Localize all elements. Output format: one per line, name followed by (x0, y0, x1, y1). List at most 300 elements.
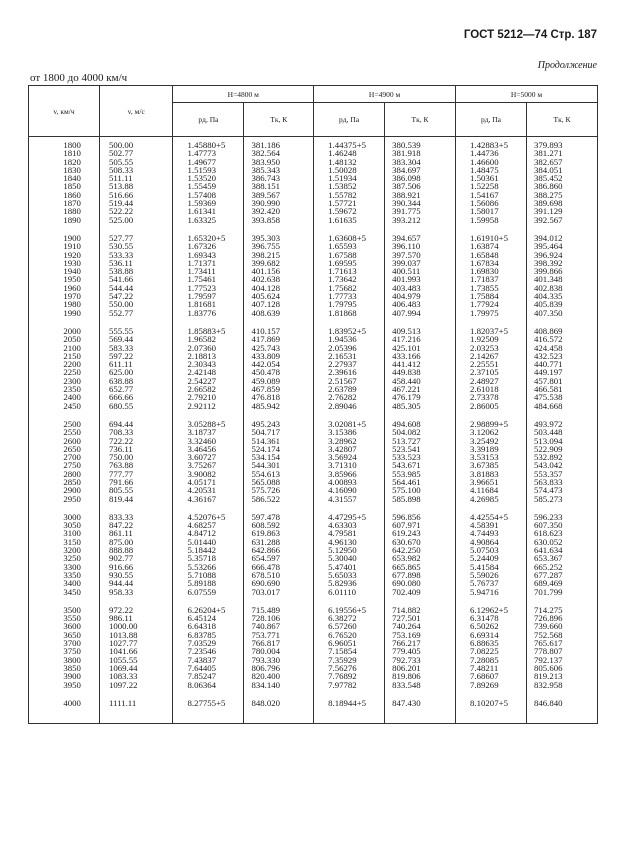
cell-pressure-h2: 1.79795 (314, 300, 385, 308)
cell-pressure-h1: 2.07360 (173, 344, 244, 352)
cell-pressure-h3: 1.48475 (456, 166, 527, 174)
cell-pressure-h3: 1.61910+5 (456, 234, 527, 242)
cell-v-kmh: 2600 (29, 437, 100, 445)
cell-pressure-h2: 1.44375+5 (314, 137, 385, 150)
cell-pressure-h1: 3.32460 (173, 437, 244, 445)
cell-v-kmh: 2700 (29, 453, 100, 461)
cell-temp-h1: 398.215 (244, 251, 314, 259)
cell-v-kmh: 3400 (29, 579, 100, 587)
cell-temp-h2: 387.506 (385, 182, 456, 190)
cell-temp-h1: 654.597 (244, 554, 314, 562)
cell-pressure-h1: 5.18442 (173, 546, 244, 554)
cell-v-kmh: 3250 (29, 554, 100, 562)
cell-temp-h1: 408.639 (244, 309, 314, 317)
cell-temp-h1: 404.128 (244, 284, 314, 292)
cell-temp-h2: 403.483 (385, 284, 456, 292)
cell-temp-h1: 433.809 (244, 352, 314, 360)
cell-v-kmh: 2250 (29, 368, 100, 376)
cell-v-ms: 930.55 (99, 571, 173, 579)
cell-v-kmh: 3500 (29, 606, 100, 614)
cell-temp-h1: 401.156 (244, 267, 314, 275)
cell-temp-h2: 753.169 (385, 631, 456, 639)
cell-pressure-h2: 4.63303 (314, 521, 385, 529)
cell-pressure-h1: 1.53520 (173, 174, 244, 182)
cell-temp-h2: 485.305 (385, 402, 456, 410)
cell-pressure-h1: 7.03529 (173, 639, 244, 647)
cell-v-ms: 847.22 (99, 521, 173, 529)
cell-v-ms: 986.11 (99, 614, 173, 622)
cell-pressure-h3: 1.50361 (456, 174, 527, 182)
cell-pressure-h2: 3.71310 (314, 461, 385, 469)
cell-temp-h2: 714.882 (385, 606, 456, 614)
cell-v-kmh: 3800 (29, 656, 100, 664)
cell-temp-h1: 703.017 (244, 588, 314, 596)
cell-temp-h2: 553.985 (385, 470, 456, 478)
cell-v-ms: 502.77 (99, 149, 173, 157)
cell-temp-h3: 493.972 (526, 420, 597, 428)
cell-temp-h3: 396.924 (526, 251, 597, 259)
cell-v-ms: 550.00 (99, 300, 173, 308)
cell-v-ms: 538.88 (99, 267, 173, 275)
cell-temp-h3: 532.892 (526, 453, 597, 461)
cell-temp-h2: 847.430 (385, 699, 456, 724)
cell-temp-h2: 476.179 (385, 393, 456, 401)
cell-v-kmh: 2550 (29, 428, 100, 436)
cell-temp-h1: 396.755 (244, 242, 314, 250)
continuation-label: Продолжение (537, 60, 597, 71)
cell-pressure-h3: 4.90864 (456, 538, 527, 546)
cell-v-ms: 511.11 (99, 174, 173, 182)
cell-v-kmh: 1970 (29, 292, 100, 300)
cell-temp-h2: 425.101 (385, 344, 456, 352)
col-header-pressure: pд, Па (314, 103, 385, 137)
cell-v-ms: 541.66 (99, 275, 173, 283)
cell-pressure-h1: 6.45124 (173, 614, 244, 622)
cell-pressure-h3: 5.76737 (456, 579, 527, 587)
cell-temp-h3: 389.698 (526, 199, 597, 207)
cell-temp-h3: 714.275 (526, 606, 597, 614)
cell-v-kmh: 1880 (29, 207, 100, 215)
cell-temp-h3: 449.197 (526, 368, 597, 376)
cell-v-kmh: 2350 (29, 385, 100, 393)
cell-temp-h2: 504.082 (385, 428, 456, 436)
cell-temp-h3: 379.893 (526, 137, 597, 150)
cell-pressure-h2: 1.57721 (314, 199, 385, 207)
cell-v-kmh: 2750 (29, 461, 100, 469)
cell-temp-h3: 386.860 (526, 182, 597, 190)
cell-temp-h2: 792.733 (385, 656, 456, 664)
cell-pressure-h3: 6.69314 (456, 631, 527, 639)
cell-temp-h3: 819.213 (526, 672, 597, 680)
table-row (29, 216, 598, 224)
speed-range-label: от 1800 до 4000 км/ч (30, 72, 128, 84)
cell-pressure-h2: 5.65033 (314, 571, 385, 579)
cell-pressure-h1: 1.85883+5 (173, 327, 244, 335)
cell-temp-h1: 392.420 (244, 207, 314, 215)
cell-pressure-h2: 1.50028 (314, 166, 385, 174)
cell-temp-h1: 425.743 (244, 344, 314, 352)
cell-temp-h1: 405.624 (244, 292, 314, 300)
cell-temp-h3: 726.896 (526, 614, 597, 622)
cell-temp-h1: 753.771 (244, 631, 314, 639)
cell-v-kmh: 1890 (29, 216, 100, 224)
cell-temp-h3: 399.866 (526, 267, 597, 275)
cell-v-kmh: 1820 (29, 158, 100, 166)
cell-temp-h2: 391.775 (385, 207, 456, 215)
cell-pressure-h1: 3.90082 (173, 470, 244, 478)
cell-temp-h1: 642.866 (244, 546, 314, 554)
cell-v-kmh: 3950 (29, 681, 100, 689)
col-header-v-ms: v, м/с (99, 86, 173, 137)
cell-temp-h2: 380.539 (385, 137, 456, 150)
cell-pressure-h1: 4.36167 (173, 495, 244, 503)
cell-pressure-h3: 1.65848 (456, 251, 527, 259)
cell-pressure-h3: 7.08225 (456, 647, 527, 655)
cell-pressure-h1: 8.06364 (173, 681, 244, 689)
cell-pressure-h3: 3.25492 (456, 437, 527, 445)
cell-v-kmh: 1830 (29, 166, 100, 174)
cell-v-kmh: 3300 (29, 563, 100, 571)
cell-temp-h2: 386.098 (385, 174, 456, 182)
col-header-pressure: pд, Па (456, 103, 527, 137)
cell-temp-h2: 407.994 (385, 309, 456, 317)
cell-temp-h1: 410.157 (244, 327, 314, 335)
cell-pressure-h1: 1.47773 (173, 149, 244, 157)
cell-pressure-h2: 3.15386 (314, 428, 385, 436)
cell-v-ms: 750.00 (99, 453, 173, 461)
cell-pressure-h2: 7.76892 (314, 672, 385, 680)
cell-pressure-h3: 6.31478 (456, 614, 527, 622)
cell-v-ms: 861.11 (99, 529, 173, 537)
cell-pressure-h3: 1.75884 (456, 292, 527, 300)
cell-v-ms: 1027.77 (99, 639, 173, 647)
cell-v-ms: 708.33 (99, 428, 173, 436)
cell-temp-h1: 586.522 (244, 495, 314, 503)
cell-temp-h1: 467.859 (244, 385, 314, 393)
cell-temp-h3: 522.909 (526, 445, 597, 453)
cell-v-ms: 763.88 (99, 461, 173, 469)
cell-temp-h3: 563.833 (526, 478, 597, 486)
cell-pressure-h2: 2.39616 (314, 368, 385, 376)
table-row (29, 681, 598, 689)
col-header-temperature: Tк, К (244, 103, 314, 137)
cell-temp-h3: 394.012 (526, 234, 597, 242)
cell-v-ms: 522.22 (99, 207, 173, 215)
col-header-altitude-1: H=4800 м (173, 86, 314, 103)
cell-v-ms: 1013.88 (99, 631, 173, 639)
cell-temp-h1: 848.020 (244, 699, 314, 724)
cell-pressure-h3: 6.88635 (456, 639, 527, 647)
cell-pressure-h2: 7.35929 (314, 656, 385, 664)
cell-temp-h3: 832.958 (526, 681, 597, 689)
cell-temp-h2: 766.217 (385, 639, 456, 647)
cell-temp-h2: 690.080 (385, 579, 456, 587)
cell-pressure-h1: 5.89188 (173, 579, 244, 587)
cell-temp-h2: 383.304 (385, 158, 456, 166)
cell-temp-h3: 381.271 (526, 149, 597, 157)
cell-v-ms: 519.44 (99, 199, 173, 207)
cell-temp-h2: 585.898 (385, 495, 456, 503)
cell-temp-h3: 416.572 (526, 335, 597, 343)
cell-temp-h2: 433.166 (385, 352, 456, 360)
cell-pressure-h2: 1.51934 (314, 174, 385, 182)
cell-pressure-h2: 1.48132 (314, 158, 385, 166)
cell-pressure-h3: 1.63874 (456, 242, 527, 250)
cell-v-kmh: 1940 (29, 267, 100, 275)
cell-temp-h1: 619.863 (244, 529, 314, 537)
cell-pressure-h3: 4.11684 (456, 486, 527, 494)
cell-v-ms: 638.88 (99, 377, 173, 385)
cell-temp-h2: 806.201 (385, 664, 456, 672)
cell-temp-h2: 406.483 (385, 300, 456, 308)
cell-temp-h3: 440.771 (526, 360, 597, 368)
cell-temp-h2: 523.541 (385, 445, 456, 453)
atmosphere-table (28, 85, 598, 724)
cell-v-kmh: 2300 (29, 377, 100, 385)
cell-v-kmh: 1980 (29, 300, 100, 308)
table-body (29, 137, 598, 724)
cell-v-ms: 625.00 (99, 368, 173, 376)
cell-temp-h2: 394.657 (385, 234, 456, 242)
cell-temp-h3: 475.538 (526, 393, 597, 401)
cell-pressure-h1: 5.71088 (173, 571, 244, 579)
cell-temp-h2: 533.523 (385, 453, 456, 461)
cell-pressure-h3: 2.03253 (456, 344, 527, 352)
cell-temp-h1: 631.288 (244, 538, 314, 546)
cell-pressure-h1: 1.51593 (173, 166, 244, 174)
cell-v-kmh: 3350 (29, 571, 100, 579)
cell-pressure-h2: 2.51567 (314, 377, 385, 385)
cell-pressure-h3: 1.79975 (456, 309, 527, 317)
cell-temp-h2: 458.440 (385, 377, 456, 385)
cell-temp-h1: 690.690 (244, 579, 314, 587)
cell-pressure-h1: 6.26204+5 (173, 606, 244, 614)
cell-temp-h2: 619.243 (385, 529, 456, 537)
cell-temp-h1: 388.151 (244, 182, 314, 190)
cell-v-kmh: 1850 (29, 182, 100, 190)
cell-pressure-h2: 3.85966 (314, 470, 385, 478)
cell-temp-h1: 780.004 (244, 647, 314, 655)
cell-temp-h1: 728.106 (244, 614, 314, 622)
cell-v-kmh: 3900 (29, 672, 100, 680)
cell-v-kmh: 1910 (29, 242, 100, 250)
cell-pressure-h3: 2.14267 (456, 352, 527, 360)
cell-v-kmh: 3200 (29, 546, 100, 554)
cell-v-kmh: 3850 (29, 664, 100, 672)
cell-pressure-h3: 7.89269 (456, 681, 527, 689)
cell-temp-h3: 689.469 (526, 579, 597, 587)
cell-v-kmh: 3450 (29, 588, 100, 596)
cell-v-ms: 530.55 (99, 242, 173, 250)
cell-pressure-h1: 3.60727 (173, 453, 244, 461)
cell-pressure-h3: 1.73855 (456, 284, 527, 292)
cell-temp-h3: 752.568 (526, 631, 597, 639)
cell-v-kmh: 1900 (29, 234, 100, 242)
cell-temp-h1: 399.682 (244, 259, 314, 267)
cell-pressure-h2: 2.76282 (314, 393, 385, 401)
cell-temp-h2: 396.110 (385, 242, 456, 250)
cell-pressure-h2: 2.89046 (314, 402, 385, 410)
cell-temp-h1: 597.478 (244, 513, 314, 521)
cell-pressure-h1: 1.63325 (173, 216, 244, 224)
cell-pressure-h1: 1.75461 (173, 275, 244, 283)
cell-temp-h3: 805.606 (526, 664, 597, 672)
cell-v-kmh: 1930 (29, 259, 100, 267)
cell-pressure-h3: 2.73378 (456, 393, 527, 401)
cell-pressure-h1: 1.71371 (173, 259, 244, 267)
cell-temp-h3: 792.137 (526, 656, 597, 664)
cell-pressure-h3: 3.96651 (456, 478, 527, 486)
cell-pressure-h3: 4.74493 (456, 529, 527, 537)
cell-temp-h3: 765.617 (526, 639, 597, 647)
cell-temp-h1: 575.726 (244, 486, 314, 494)
cell-pressure-h1: 4.20531 (173, 486, 244, 494)
cell-pressure-h1: 7.85247 (173, 672, 244, 680)
cell-temp-h3: 503.448 (526, 428, 597, 436)
cell-pressure-h2: 1.73642 (314, 275, 385, 283)
cell-v-ms: 597.22 (99, 352, 173, 360)
cell-pressure-h1: 4.68257 (173, 521, 244, 529)
cell-temp-h2: 607.971 (385, 521, 456, 529)
cell-temp-h3: 641.634 (526, 546, 597, 554)
cell-pressure-h2: 4.96130 (314, 538, 385, 546)
cell-pressure-h2: 1.55782 (314, 191, 385, 199)
cell-v-kmh: 3750 (29, 647, 100, 655)
cell-v-ms: 500.00 (99, 137, 173, 150)
cell-pressure-h1: 1.55459 (173, 182, 244, 190)
cell-pressure-h3: 5.59026 (456, 571, 527, 579)
cell-pressure-h2: 1.81868 (314, 309, 385, 317)
cell-pressure-h1: 2.92112 (173, 402, 244, 410)
cell-pressure-h2: 2.16531 (314, 352, 385, 360)
cell-pressure-h1: 2.54227 (173, 377, 244, 385)
cell-v-ms: 1041.66 (99, 647, 173, 655)
cell-temp-h2: 779.405 (385, 647, 456, 655)
cell-v-kmh: 3050 (29, 521, 100, 529)
table-row (29, 402, 598, 410)
cell-pressure-h3: 6.12962+5 (456, 606, 527, 614)
cell-temp-h2: 390.344 (385, 199, 456, 207)
cell-pressure-h1: 3.18737 (173, 428, 244, 436)
cell-temp-h3: 513.094 (526, 437, 597, 445)
cell-temp-h2: 494.608 (385, 420, 456, 428)
cell-pressure-h1: 1.49677 (173, 158, 244, 166)
cell-pressure-h3: 1.82037+5 (456, 327, 527, 335)
cell-pressure-h3: 1.59958 (456, 216, 527, 224)
cell-temp-h1: 740.867 (244, 622, 314, 630)
cell-v-kmh: 4000 (29, 699, 100, 724)
table-row (29, 309, 598, 317)
cell-temp-h1: 417.869 (244, 335, 314, 343)
cell-pressure-h3: 3.53153 (456, 453, 527, 461)
cell-v-ms: 1055.55 (99, 656, 173, 664)
cell-v-kmh: 1960 (29, 284, 100, 292)
cell-v-kmh: 1950 (29, 275, 100, 283)
cell-temp-h1: 608.592 (244, 521, 314, 529)
cell-temp-h1: 393.858 (244, 216, 314, 224)
cell-temp-h3: 385.452 (526, 174, 597, 182)
cell-v-kmh: 3650 (29, 631, 100, 639)
cell-pressure-h3: 7.68607 (456, 672, 527, 680)
cell-temp-h1: 402.638 (244, 275, 314, 283)
cell-pressure-h2: 3.56924 (314, 453, 385, 461)
cell-pressure-h2: 4.31557 (314, 495, 385, 503)
cell-pressure-h2: 6.57260 (314, 622, 385, 630)
cell-temp-h1: 485.942 (244, 402, 314, 410)
cell-v-kmh: 3000 (29, 513, 100, 521)
cell-v-kmh: 1870 (29, 199, 100, 207)
cell-temp-h1: 450.478 (244, 368, 314, 376)
cell-v-kmh: 3550 (29, 614, 100, 622)
cell-temp-h1: 514.361 (244, 437, 314, 445)
cell-pressure-h1: 1.96582 (173, 335, 244, 343)
cell-pressure-h1: 4.84712 (173, 529, 244, 537)
cell-temp-h2: 642.250 (385, 546, 456, 554)
cell-pressure-h1: 2.66582 (173, 385, 244, 393)
cell-temp-h1: 524.174 (244, 445, 314, 453)
cell-pressure-h2: 1.65593 (314, 242, 385, 250)
cell-temp-h2: 384.697 (385, 166, 456, 174)
cell-temp-h3: 408.869 (526, 327, 597, 335)
cell-temp-h3: 739.660 (526, 622, 597, 630)
cell-temp-h1: 834.140 (244, 681, 314, 689)
cell-v-ms: 547.22 (99, 292, 173, 300)
cell-pressure-h2: 5.47401 (314, 563, 385, 571)
cell-temp-h3: 778.807 (526, 647, 597, 655)
cell-temp-h2: 381.918 (385, 149, 456, 157)
cell-pressure-h2: 1.83952+5 (314, 327, 385, 335)
cell-pressure-h1: 2.30343 (173, 360, 244, 368)
cell-pressure-h2: 4.00893 (314, 478, 385, 486)
table-row (29, 588, 598, 596)
cell-pressure-h2: 1.53852 (314, 182, 385, 190)
cell-pressure-h2: 1.63608+5 (314, 234, 385, 242)
cell-v-ms: 666.66 (99, 393, 173, 401)
cell-temp-h3: 384.051 (526, 166, 597, 174)
cell-v-kmh: 2050 (29, 335, 100, 343)
cell-temp-h1: 382.564 (244, 149, 314, 157)
cell-temp-h1: 766.817 (244, 639, 314, 647)
cell-temp-h1: 554.613 (244, 470, 314, 478)
cell-v-kmh: 2450 (29, 402, 100, 410)
cell-pressure-h2: 3.02081+5 (314, 420, 385, 428)
cell-temp-h1: 383.950 (244, 158, 314, 166)
cell-pressure-h3: 2.61018 (456, 385, 527, 393)
cell-v-kmh: 2800 (29, 470, 100, 478)
cell-temp-h2: 596.856 (385, 513, 456, 521)
cell-v-ms: 1000.00 (99, 622, 173, 630)
cell-pressure-h1: 4.05171 (173, 478, 244, 486)
cell-temp-h2: 467.221 (385, 385, 456, 393)
cell-temp-h3: 432.523 (526, 352, 597, 360)
cell-temp-h3: 484.668 (526, 402, 597, 410)
cell-pressure-h2: 8.18944+5 (314, 699, 385, 724)
cell-temp-h1: 715.489 (244, 606, 314, 614)
cell-temp-h2: 441.412 (385, 360, 456, 368)
cell-pressure-h2: 2.27937 (314, 360, 385, 368)
cell-temp-h3: 391.129 (526, 207, 597, 215)
cell-pressure-h1: 2.18813 (173, 352, 244, 360)
cell-pressure-h2: 6.96051 (314, 639, 385, 647)
cell-v-ms: 916.66 (99, 563, 173, 571)
cell-pressure-h3: 2.37105 (456, 368, 527, 376)
cell-v-kmh: 1800 (29, 137, 100, 150)
cell-temp-h2: 564.461 (385, 478, 456, 486)
cell-v-ms: 1083.33 (99, 672, 173, 680)
cell-temp-h1: 544.301 (244, 461, 314, 469)
cell-pressure-h3: 1.56086 (456, 199, 527, 207)
cell-temp-h2: 513.727 (385, 437, 456, 445)
